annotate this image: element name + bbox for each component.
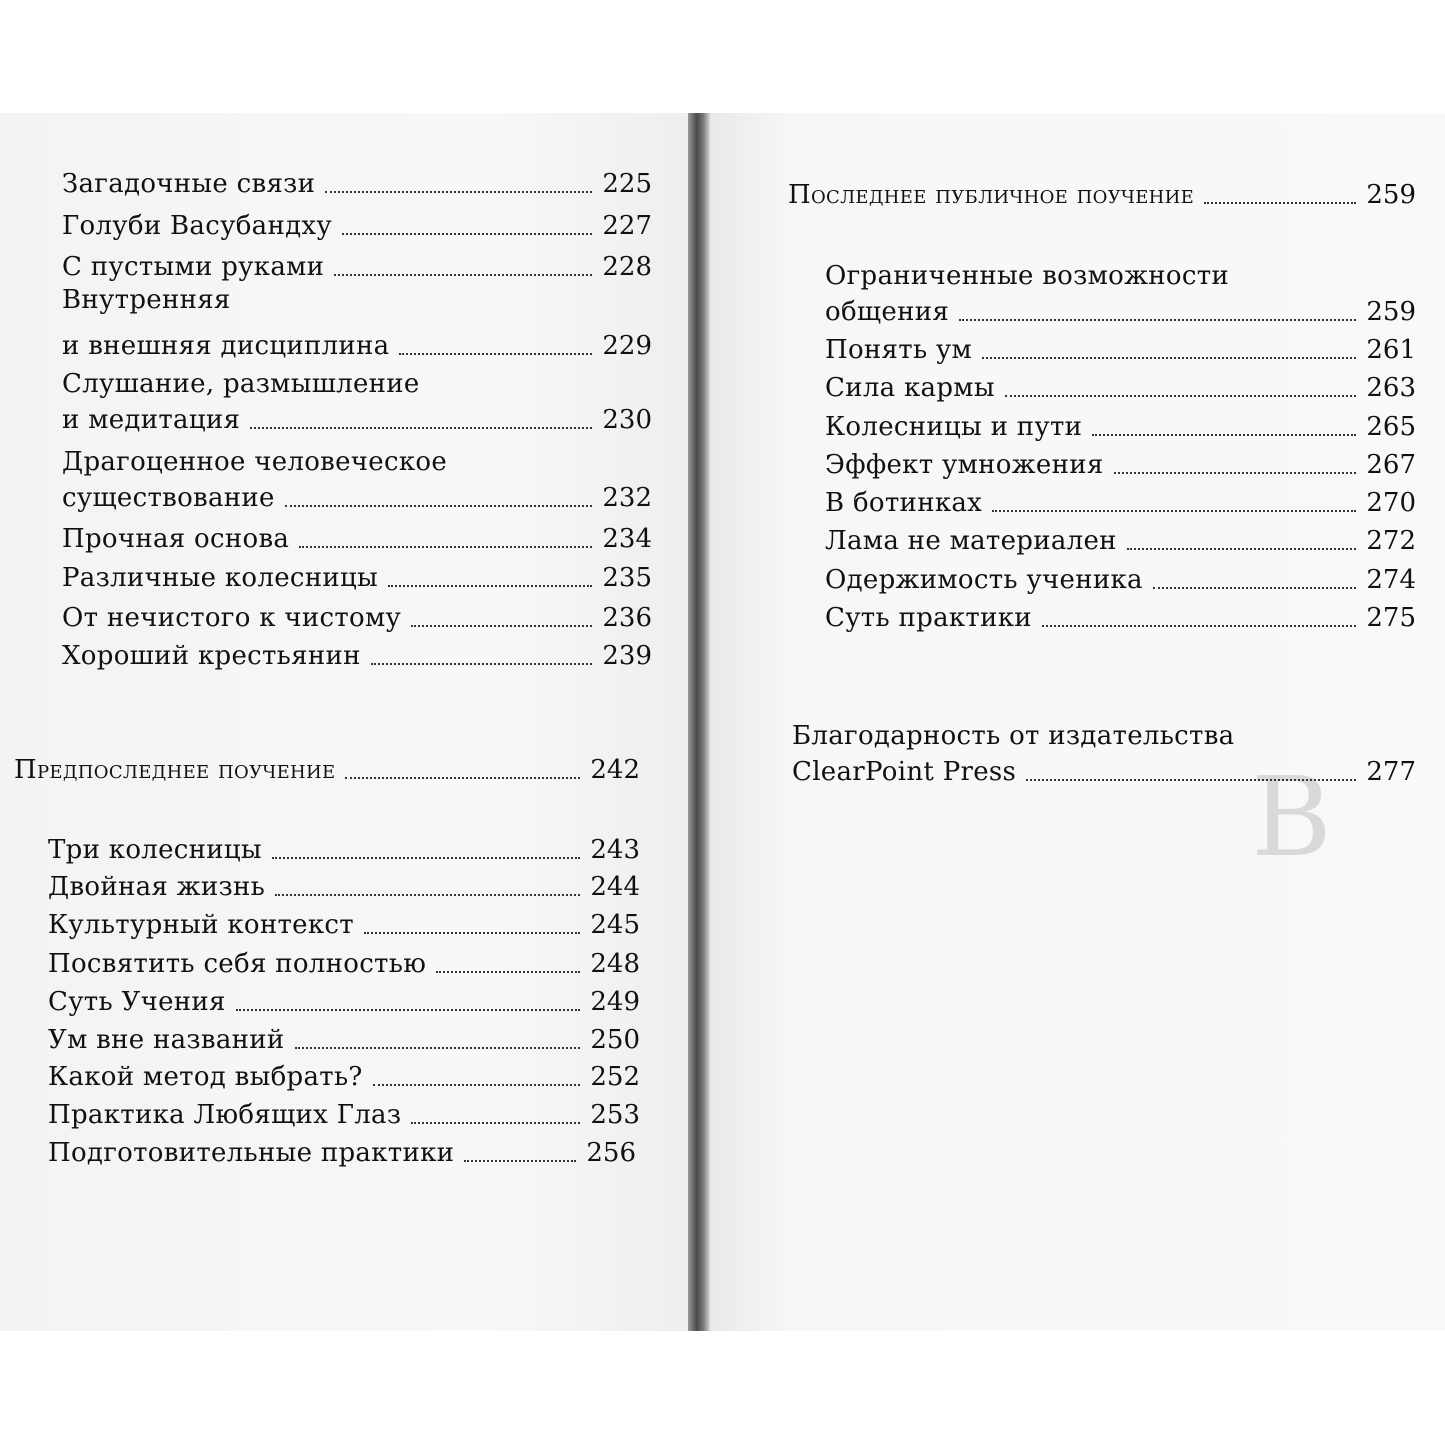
toc-entry-page: 243 bbox=[590, 835, 640, 865]
acknowledgment-page: 277 bbox=[1366, 757, 1416, 787]
toc-entry bbox=[825, 413, 1416, 442]
toc-entry-title: Одержимость ученика bbox=[825, 565, 1143, 595]
dot-leader bbox=[299, 546, 592, 548]
toc-entry-title: Понять ум bbox=[825, 335, 973, 365]
dot-leader bbox=[1114, 472, 1357, 474]
bleed-through-letter: B bbox=[1251, 753, 1332, 881]
dot-leader bbox=[272, 857, 580, 859]
toc-entry-title: Какой метод выбрать? bbox=[48, 1062, 363, 1092]
dot-leader bbox=[373, 1084, 581, 1086]
toc-entry bbox=[62, 170, 652, 199]
toc-entry bbox=[62, 642, 652, 671]
toc-entry-title: Ум вне названий bbox=[48, 1025, 285, 1055]
dot-leader bbox=[959, 319, 1356, 321]
toc-entry-page: 232 bbox=[602, 483, 652, 513]
toc-entry bbox=[62, 212, 652, 241]
toc-entry bbox=[62, 525, 652, 554]
dot-leader bbox=[1092, 434, 1356, 436]
toc-entry-title-line1: Слушание, размышление bbox=[62, 369, 420, 399]
section-title: Последнее публичное поучение bbox=[788, 180, 1195, 210]
toc-entry-page: 265 bbox=[1366, 412, 1416, 442]
toc-entry-title: Различные колесницы bbox=[62, 563, 379, 593]
dot-leader bbox=[399, 353, 592, 355]
toc-entry bbox=[48, 911, 640, 940]
section-title: Предпоследнее поучение bbox=[14, 755, 336, 785]
toc-entry bbox=[62, 253, 652, 282]
toc-entry-page: 227 bbox=[602, 211, 652, 241]
dot-leader bbox=[325, 191, 592, 193]
toc-entry-title-line1: Драгоценное человеческое bbox=[62, 447, 448, 477]
toc-entry-title: Практика Любящих Глаз bbox=[48, 1100, 402, 1130]
toc-entry bbox=[825, 336, 1416, 365]
toc-entry bbox=[62, 604, 652, 633]
dot-leader bbox=[1204, 202, 1356, 204]
toc-entry-title: и медитация bbox=[62, 405, 241, 435]
toc-entry-page: 248 bbox=[590, 949, 640, 979]
toc-entry-title: Колесницы и пути bbox=[825, 412, 1083, 442]
dot-leader bbox=[1042, 625, 1356, 627]
toc-entry bbox=[48, 873, 640, 902]
toc-entry-page: 244 bbox=[590, 872, 640, 902]
toc-entry-page: 229 bbox=[602, 331, 652, 361]
dot-leader bbox=[464, 1160, 576, 1162]
toc-entry-page: 239 bbox=[602, 641, 652, 671]
toc-entry bbox=[62, 332, 652, 361]
toc-entry-title: общения bbox=[825, 297, 950, 327]
toc-entry-title: Эффект умножения bbox=[825, 450, 1104, 480]
toc-entry-page: 259 bbox=[1366, 297, 1416, 327]
toc-entry-title: От нечистого к чистому bbox=[62, 603, 402, 633]
dot-leader bbox=[1026, 779, 1356, 781]
toc-entry-page: 225 bbox=[602, 169, 652, 199]
toc-entry bbox=[825, 566, 1416, 595]
dot-leader bbox=[1153, 587, 1357, 589]
toc-entry bbox=[48, 950, 640, 979]
dot-leader bbox=[345, 777, 580, 779]
toc-entry-page: 272 bbox=[1366, 526, 1416, 556]
toc-entry bbox=[62, 484, 652, 513]
toc-entry-title: Три колесницы bbox=[48, 835, 262, 865]
toc-entry-page: 245 bbox=[590, 910, 640, 940]
acknowledgment-entry bbox=[792, 758, 1416, 787]
toc-entry-title-line1: Внутренняя bbox=[62, 285, 231, 315]
dot-leader bbox=[411, 1122, 580, 1124]
toc-entry-page: 250 bbox=[590, 1025, 640, 1055]
dot-leader bbox=[285, 505, 593, 507]
toc-entry-page: 274 bbox=[1366, 565, 1416, 595]
toc-entry-page: 261 bbox=[1366, 335, 1416, 365]
acknowledgment-title-line1: Благодарность от издательства bbox=[792, 721, 1235, 751]
dot-leader bbox=[236, 1009, 581, 1011]
toc-entry bbox=[48, 988, 640, 1017]
dot-leader bbox=[275, 894, 580, 896]
toc-entry bbox=[48, 1101, 640, 1130]
toc-entry-title: Посвятить себя полностью bbox=[48, 949, 427, 979]
dot-leader bbox=[992, 510, 1356, 512]
toc-entry bbox=[825, 527, 1416, 556]
dot-leader bbox=[250, 427, 592, 429]
toc-entry-page: 234 bbox=[602, 524, 652, 554]
toc-entry-title: Двойная жизнь bbox=[48, 872, 266, 902]
toc-entry-title: Сила кармы bbox=[825, 373, 995, 403]
toc-entry-title: Загадочные связи bbox=[62, 169, 316, 199]
dot-leader bbox=[334, 274, 592, 276]
toc-entry-page: 253 bbox=[590, 1100, 640, 1130]
dot-leader bbox=[342, 233, 592, 235]
toc-entry-title: Подготовительные практики bbox=[48, 1138, 455, 1168]
toc-entry bbox=[825, 604, 1416, 633]
toc-entry bbox=[62, 564, 652, 593]
dot-leader bbox=[388, 585, 592, 587]
toc-entry-page: 267 bbox=[1366, 450, 1416, 480]
toc-entry bbox=[825, 298, 1416, 327]
toc-entry bbox=[825, 489, 1416, 518]
toc-entry-title: Суть практики bbox=[825, 603, 1032, 633]
toc-entry-page: 252 bbox=[590, 1062, 640, 1092]
acknowledgment-title: ClearPoint Press bbox=[792, 757, 1017, 787]
toc-entry-title: Суть Учения bbox=[48, 987, 226, 1017]
toc-entry-title: Прочная основа bbox=[62, 524, 290, 554]
toc-entry bbox=[825, 374, 1416, 403]
toc-entry-page: 249 bbox=[590, 987, 640, 1017]
dot-leader bbox=[982, 357, 1356, 359]
toc-entry-page: 256 bbox=[586, 1138, 636, 1168]
toc-entry bbox=[48, 836, 640, 865]
toc-entry-title: существование bbox=[62, 483, 275, 513]
dot-leader bbox=[411, 625, 592, 627]
toc-entry-page: 228 bbox=[602, 252, 652, 282]
toc-entry-title: Голуби Васубандху bbox=[62, 211, 332, 241]
toc-entry bbox=[48, 1139, 636, 1168]
section-page: 242 bbox=[590, 755, 640, 785]
toc-entry-page: 263 bbox=[1366, 373, 1416, 403]
dot-leader bbox=[1005, 395, 1357, 397]
toc-entry-page: 270 bbox=[1366, 488, 1416, 518]
toc-entry-title: С пустыми руками bbox=[62, 252, 325, 282]
toc-entry-title-line1: Ограниченные возможности bbox=[825, 261, 1230, 291]
toc-entry-title: Хороший крестьянин bbox=[62, 641, 361, 671]
toc-entry bbox=[62, 406, 652, 435]
toc-entry bbox=[48, 1026, 640, 1055]
toc-entry-title: В ботинках bbox=[825, 488, 983, 518]
toc-entry-title: и внешняя дисциплина bbox=[62, 331, 390, 361]
dot-leader bbox=[364, 932, 580, 934]
dot-leader bbox=[295, 1047, 581, 1049]
dot-leader bbox=[1127, 548, 1357, 550]
toc-entry bbox=[48, 1063, 640, 1092]
toc-entry-page: 230 bbox=[602, 405, 652, 435]
toc-entry bbox=[825, 451, 1416, 480]
section-page: 259 bbox=[1366, 180, 1416, 210]
book-gutter bbox=[688, 113, 710, 1331]
toc-entry-title: Культурный контекст bbox=[48, 910, 354, 940]
dot-leader bbox=[436, 971, 580, 973]
toc-entry-page: 236 bbox=[602, 603, 652, 633]
toc-entry-page: 275 bbox=[1366, 603, 1416, 633]
toc-section-heading bbox=[788, 181, 1416, 210]
dot-leader bbox=[371, 663, 593, 665]
toc-entry-page: 235 bbox=[602, 563, 652, 593]
toc-entry-title: Лама не материален bbox=[825, 526, 1117, 556]
toc-section-heading bbox=[14, 756, 640, 785]
